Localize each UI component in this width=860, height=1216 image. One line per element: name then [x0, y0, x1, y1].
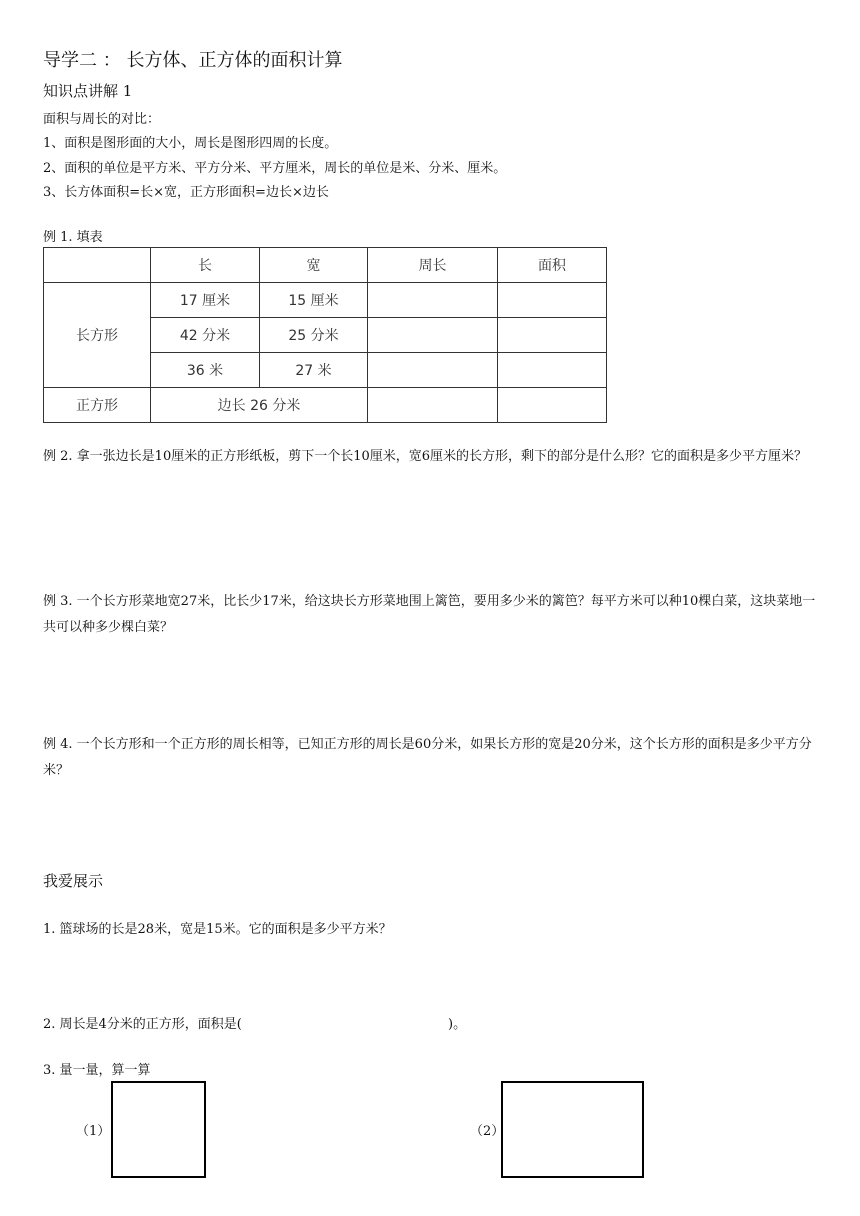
question2-prefix: 2. 周长是4分米的正方形，面积是(	[43, 1017, 242, 1032]
square-value: 边长 26 分米	[151, 388, 368, 423]
knowledge-line: 3、长方体面积=长×宽，正方形面积=边长×边长	[43, 185, 329, 200]
answer-cell[interactable]	[498, 318, 607, 353]
knowledge-line: 1、面积是图形面的大小，周长是图形四周的长度。	[43, 136, 338, 151]
table-cell: 15 厘米	[260, 283, 368, 318]
fill-in-table	[43, 247, 607, 423]
table-header: 宽	[260, 248, 368, 283]
table-header	[44, 248, 151, 283]
table-header: 面积	[498, 248, 607, 283]
answer-cell[interactable]	[498, 388, 607, 423]
answer-cell[interactable]	[368, 353, 498, 388]
section2-heading: 我爱展示	[43, 872, 104, 890]
table-cell: 42 分米	[151, 318, 260, 353]
knowledge-line: 2、面积的单位是平方米、平方分米、平方厘米，周长的单位是米、分米、厘米。	[43, 161, 507, 176]
example2-text: 例 2. 拿一张边长是10厘米的正方形纸板，剪下一个长10厘米，宽6厘米的长方形，剩下的部分是什么形？它的面积是多少平方厘米？	[43, 449, 808, 464]
answer-blank[interactable]	[270, 1013, 446, 1031]
square-label: 正方形	[44, 388, 151, 423]
answer-cell[interactable]	[368, 388, 498, 423]
answer-cell[interactable]	[368, 318, 498, 353]
table-cell: 36 米	[151, 353, 260, 388]
page-title: 导学二 ： 长方体、正方体的面积计算	[43, 50, 343, 71]
table-header: 长	[151, 248, 260, 283]
question2-suffix: )。	[448, 1017, 467, 1032]
figure1-square	[111, 1081, 206, 1178]
example4-text: 例 4. 一个长方形和一个正方形的周长相等，已知正方形的周长是60分米，如果长方形的宽是20分米，这个长方形的面积是多少平方分米？	[43, 737, 812, 778]
section1-heading: 知识点讲解 1	[43, 82, 133, 100]
figure2-rectangle	[501, 1081, 644, 1178]
answer-cell[interactable]	[498, 353, 607, 388]
figure2-label: （2）	[470, 1124, 505, 1139]
answer-cell[interactable]	[498, 283, 607, 318]
table-cell: 25 分米	[260, 318, 368, 353]
figure1-label: （1）	[76, 1124, 111, 1139]
table-cell: 17 厘米	[151, 283, 260, 318]
answer-cell[interactable]	[368, 283, 498, 318]
example3-text: 例 3. 一个长方形菜地宽27米，比长少17米，给这块长方形菜地围上篱笆，要用多少米的篱笆？每平方米可以种10棵白菜，这块菜地一共可以种多少棵白菜？	[43, 594, 816, 635]
table-cell: 27 米	[260, 353, 368, 388]
rect-label: 长方形	[44, 283, 151, 388]
example1-label: 例 1. 填表	[43, 230, 103, 245]
question3-text: 3. 量一量，算一算	[43, 1063, 151, 1078]
table-header: 周长	[368, 248, 498, 283]
question1-text: 1. 篮球场的长是28米，宽是15米。它的面积是多少平方米？	[43, 922, 392, 937]
knowledge-line: 面积与周长的对比：	[43, 112, 161, 127]
